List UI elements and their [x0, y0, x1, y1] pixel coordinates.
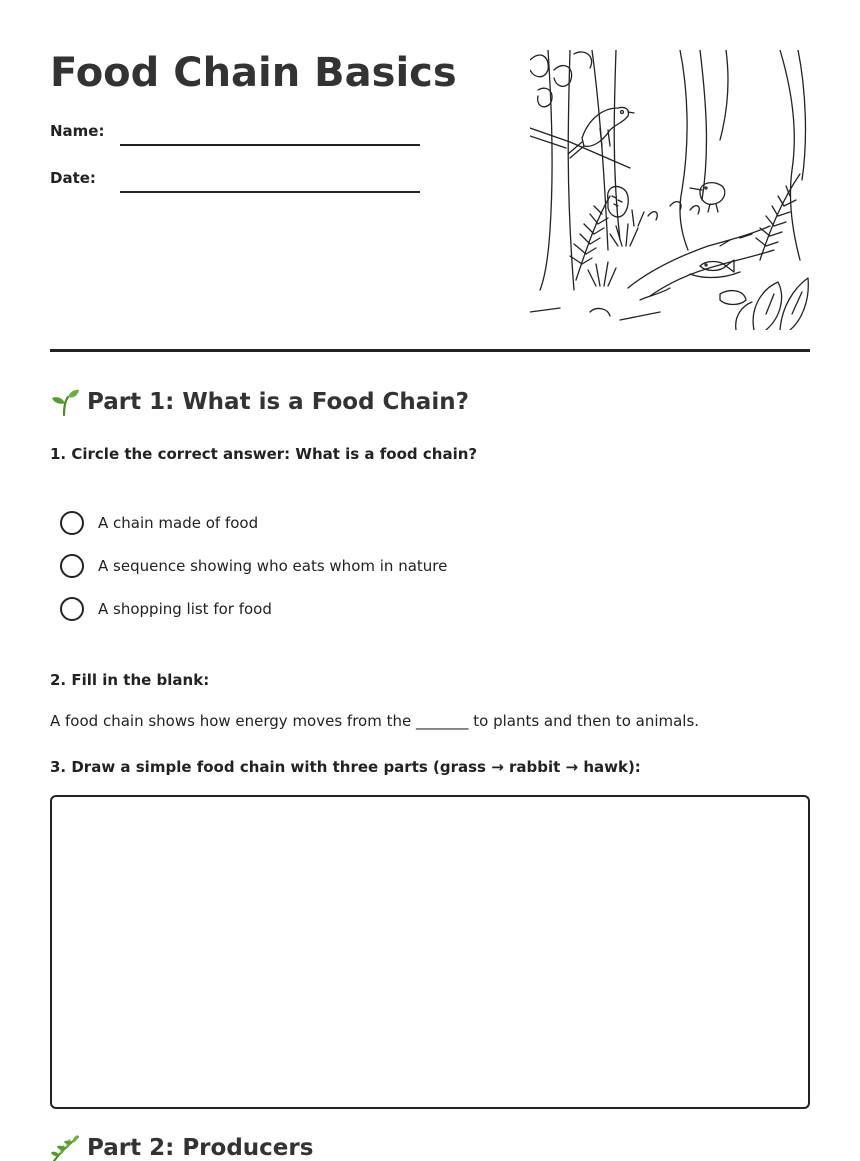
worksheet-page — [50, 0, 810, 1161]
header-divider — [50, 349, 810, 352]
date-field[interactable] — [50, 165, 420, 195]
part2-heading — [50, 1133, 313, 1161]
q1-option-1[interactable] — [60, 510, 258, 536]
q1-option-2-circle[interactable] — [60, 554, 84, 578]
question-2-prompt: 2. Fill in the blank: — [50, 671, 210, 689]
q1-option-3[interactable] — [60, 596, 272, 622]
question-3-prompt: 3. Draw a simple food chain with three parts (grass → rabbit → hawk): — [50, 758, 641, 776]
name-label: Name: — [50, 122, 105, 140]
name-field[interactable] — [50, 118, 420, 148]
name-input-line[interactable] — [120, 144, 420, 146]
forest-scene-illustration — [530, 50, 810, 330]
q1-option-3-circle[interactable] — [60, 597, 84, 621]
q1-option-1-label: A chain made of food — [98, 514, 259, 532]
herb-icon — [50, 1133, 80, 1161]
q1-option-2-label: A sequence showing who eats whom in nature — [98, 557, 448, 575]
worksheet-title: Food Chain Basics — [50, 50, 457, 96]
part2-heading-text: Part 2: Producers — [87, 1135, 314, 1161]
part1-heading — [50, 387, 469, 417]
drawing-area[interactable] — [50, 795, 810, 1109]
date-input-line[interactable] — [120, 191, 420, 193]
q1-option-2[interactable] — [60, 553, 447, 579]
question-1-prompt: 1. Circle the correct answer: What is a food chain? — [50, 445, 478, 463]
fill-in-blank-sentence[interactable]: A food chain shows how energy moves from the _______ to plants and then to animals. — [50, 712, 700, 730]
part1-heading-text: Part 1: What is a Food Chain? — [87, 389, 469, 415]
seedling-icon — [50, 387, 80, 417]
q1-option-3-label: A shopping list for food — [98, 600, 272, 618]
date-label: Date: — [50, 169, 96, 187]
q1-option-1-circle[interactable] — [60, 511, 84, 535]
